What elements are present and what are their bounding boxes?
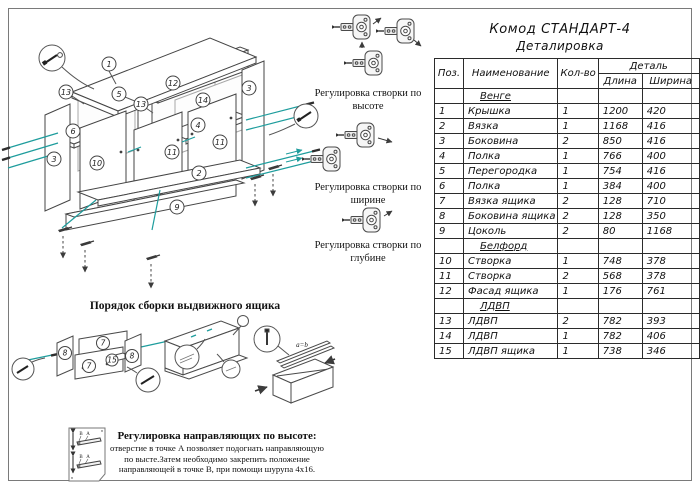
table-cell: 1 — [558, 149, 598, 164]
part-callout: 8 — [129, 351, 135, 361]
table-cell: Вязка ящика — [464, 194, 558, 209]
table-cell — [435, 239, 464, 254]
table-cell — [558, 89, 598, 104]
table-cell — [598, 239, 642, 254]
part-callout: 14 — [197, 96, 209, 105]
table-cell: 1 — [558, 119, 598, 134]
part-callout: 8 — [62, 348, 68, 358]
parts-table — [434, 58, 700, 359]
table-cell: 1168 — [642, 224, 699, 239]
part-callout: 13 — [135, 100, 147, 109]
table-cell: 754 — [598, 164, 642, 179]
label-adjust-height: Регулировка створки по высоте — [314, 88, 422, 112]
table-cell: 2 — [558, 314, 598, 329]
table-cell — [642, 89, 699, 104]
part-callout: 7 — [86, 361, 92, 371]
table-cell: 400 — [642, 179, 699, 194]
note-line-2: по высте.Затем необходимо закрепить положение — [124, 453, 310, 464]
section-row — [435, 239, 700, 254]
part-callout: 1 — [106, 60, 112, 69]
table-row — [435, 224, 700, 239]
table-cell: 1 — [558, 164, 598, 179]
table-cell: 416 — [642, 164, 699, 179]
drawer-assembly-title: Порядок сборки выдвижного ящика — [89, 300, 281, 312]
table-row — [435, 314, 700, 329]
table-cell: 128 — [598, 209, 642, 224]
parts-table-container — [434, 58, 700, 359]
table-cell: Боковина ящика — [464, 209, 558, 224]
table-cell: 1 — [558, 284, 598, 299]
label-adjust-width: Регулировка створки по ширине — [314, 182, 422, 206]
magnifier-screw-icon — [12, 358, 45, 380]
col-header-length: Длина — [598, 74, 642, 89]
table-cell: 3 — [435, 134, 464, 149]
table-cell: 2 — [558, 134, 598, 149]
table-cell: Вязка — [464, 119, 558, 134]
table-cell: 761 — [642, 284, 699, 299]
table-cell: Венге — [464, 89, 558, 104]
table-cell: Белфорд — [464, 239, 558, 254]
a-equals-b-label: a=b — [296, 341, 308, 349]
table-cell: Крышка — [464, 104, 558, 119]
part-callout: 3 — [246, 84, 252, 93]
page-subtitle: Деталировка — [516, 39, 604, 53]
hinge-depth-adjust-icon — [342, 208, 392, 232]
table-cell: 80 — [598, 224, 642, 239]
label-adjust-depth: Регулировка створки по глубине — [314, 240, 422, 264]
table-row — [435, 119, 700, 134]
table-row — [435, 134, 700, 149]
table-cell: 1 — [558, 104, 598, 119]
point-a-label: А — [86, 455, 90, 460]
col-header-name: Наименование — [464, 59, 558, 89]
table-cell: 346 — [642, 344, 699, 359]
page-title: Комод СТАНДАРТ-4 — [489, 22, 631, 37]
part-callout: 11 — [214, 138, 226, 147]
part-callout: 5 — [116, 90, 122, 99]
table-cell — [642, 299, 699, 314]
part-callout: 9 — [174, 203, 180, 212]
table-cell — [558, 299, 598, 314]
table-cell: 5 — [435, 164, 464, 179]
table-cell: Створка — [464, 254, 558, 269]
part-callout: 13 — [60, 88, 72, 97]
table-cell: 11 — [435, 269, 464, 284]
table-cell: 420 — [642, 104, 699, 119]
drawer-assembled-view — [165, 316, 249, 380]
table-cell: 4 — [435, 149, 464, 164]
table-cell — [598, 89, 642, 104]
table-cell: 1168 — [598, 119, 642, 134]
table-row — [435, 269, 700, 284]
table-row — [435, 164, 700, 179]
table-cell: 12 — [435, 284, 464, 299]
table-row — [435, 284, 700, 299]
section-row — [435, 89, 700, 104]
table-cell: 13 — [435, 314, 464, 329]
table-cell: 2 — [558, 209, 598, 224]
table-cell: ЛДВП — [464, 329, 558, 344]
part-callout: 3 — [51, 155, 57, 164]
parts-table-body — [435, 89, 700, 359]
guide-adjustment-diagram — [62, 426, 112, 484]
table-cell — [642, 239, 699, 254]
table-cell: 2 — [558, 194, 598, 209]
table-cell — [435, 299, 464, 314]
table-cell: Полка — [464, 149, 558, 164]
table-cell: 14 — [435, 329, 464, 344]
note-line-1: отверстие в точке А позволяет подогнать направляющую — [110, 443, 324, 453]
table-cell: ЛДВП — [464, 314, 558, 329]
part-callout: 2 — [196, 169, 202, 178]
table-cell: 350 — [642, 209, 699, 224]
table-cell: 393 — [642, 314, 699, 329]
table-cell — [558, 239, 598, 254]
magnifier-screw-icon — [127, 367, 160, 392]
table-cell: Перегородка — [464, 164, 558, 179]
table-cell: 6 — [435, 179, 464, 194]
table-row — [435, 209, 700, 224]
table-cell: Боковина — [464, 134, 558, 149]
table-cell: 782 — [598, 329, 642, 344]
magnifier-screw-icon — [39, 45, 94, 89]
table-cell: Фасад ящика — [464, 284, 558, 299]
drawer-rails-view — [254, 326, 335, 403]
table-cell: 378 — [642, 254, 699, 269]
table-cell: 1 — [435, 104, 464, 119]
table-cell: 850 — [598, 134, 642, 149]
point-b-label: В — [79, 432, 83, 437]
table-cell: 782 — [598, 314, 642, 329]
drawer-assembly-diagram — [15, 313, 345, 427]
table-row — [435, 344, 700, 359]
table-cell: 1 — [558, 329, 598, 344]
table-cell: 738 — [598, 344, 642, 359]
table-cell: 1200 — [598, 104, 642, 119]
point-b-label: В — [79, 455, 83, 460]
col-header-detail: Деталь — [598, 59, 699, 74]
table-cell: 748 — [598, 254, 642, 269]
table-cell: 384 — [598, 179, 642, 194]
part-callout: 15 — [107, 355, 117, 365]
table-cell: 8 — [435, 209, 464, 224]
table-row — [435, 179, 700, 194]
col-header-width: Ширина — [642, 74, 699, 89]
table-row — [435, 149, 700, 164]
table-cell: 7 — [435, 194, 464, 209]
table-row — [435, 194, 700, 209]
table-row — [435, 104, 700, 119]
table-cell: 710 — [642, 194, 699, 209]
table-cell: 416 — [642, 119, 699, 134]
table-cell: ЛДВП ящика — [464, 344, 558, 359]
table-cell — [598, 299, 642, 314]
table-cell: 2 — [558, 269, 598, 284]
point-a-label: А — [86, 432, 90, 437]
table-cell: 568 — [598, 269, 642, 284]
part-callout: 4 — [195, 121, 201, 130]
table-cell: ЛДВП — [464, 299, 558, 314]
table-cell: 176 — [598, 284, 642, 299]
table-cell: 400 — [642, 149, 699, 164]
table-cell: 416 — [642, 134, 699, 149]
table-cell: 378 — [642, 269, 699, 284]
table-cell: Створка — [464, 269, 558, 284]
table-cell: 10 — [435, 254, 464, 269]
table-cell: 2 — [558, 224, 598, 239]
col-header-qty: Кол-во — [558, 59, 598, 89]
table-cell — [435, 89, 464, 104]
table-cell: 1 — [558, 344, 598, 359]
part-callout: 11 — [166, 148, 178, 157]
table-cell: 15 — [435, 344, 464, 359]
table-cell: 406 — [642, 329, 699, 344]
table-cell: 9 — [435, 224, 464, 239]
section-row — [435, 299, 700, 314]
hinge-height-adjust-icon — [332, 15, 421, 75]
table-cell: 2 — [435, 119, 464, 134]
part-callout: 10 — [91, 159, 103, 168]
table-cell: Полка — [464, 179, 558, 194]
note-title: Регулировка направляющих по высоте: — [117, 430, 317, 442]
col-header-pos: Поз. — [435, 59, 464, 89]
table-row — [435, 254, 700, 269]
table-cell: 128 — [598, 194, 642, 209]
part-callout: 6 — [70, 127, 76, 136]
part-callout: 7 — [100, 338, 106, 348]
table-cell: 1 — [558, 179, 598, 194]
table-cell: 766 — [598, 149, 642, 164]
table-cell: Цоколь — [464, 224, 558, 239]
part-callout: 12 — [167, 79, 179, 88]
table-cell: 1 — [558, 254, 598, 269]
guide-adjustment-note — [110, 430, 324, 475]
note-line-3: направляющей в точке В, при помощи шурупа 4х16. — [118, 464, 316, 475]
table-row — [435, 329, 700, 344]
